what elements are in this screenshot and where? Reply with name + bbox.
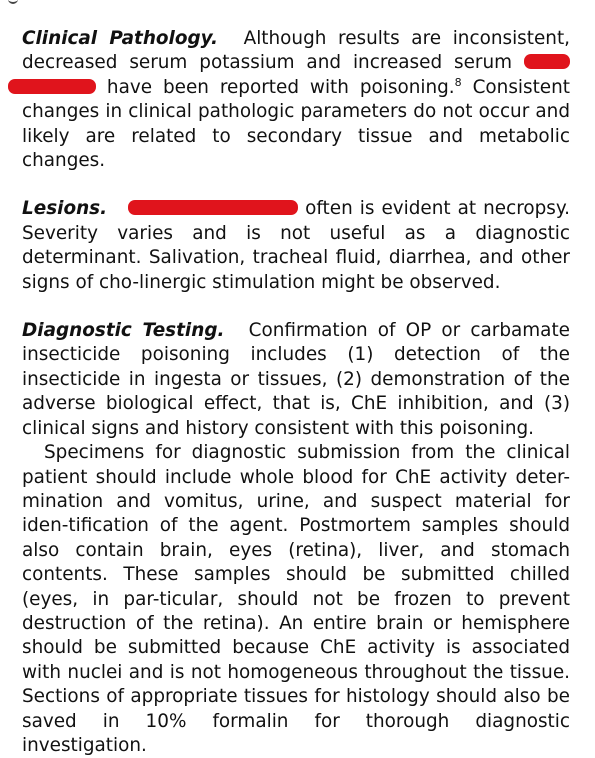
redaction-mark-2 — [8, 79, 96, 94]
clinical-pathology-paragraph — [22, 27, 570, 173]
diagnostic-testing-text-1: Confirmation of OP or carbamate insecticide poisoning includes (1) detection of the insecticide in ingesta or tissues, (2) demonstration of the adverse biological effect, that is, ChE inhibition, and (3) clinical signs and history consistent with this poisoning. — [22, 320, 570, 439]
redaction-mark-1 — [524, 54, 570, 69]
diagnostic-testing-paragraph — [22, 319, 570, 441]
document-body — [22, 27, 570, 758]
clinical-pathology-text-2: have been reported with poisoning. — [106, 76, 455, 98]
page-edge-mark — [8, 0, 18, 4]
lesions-paragraph — [22, 197, 570, 295]
diagnostic-testing-heading: Diagnostic Testing. — [22, 320, 225, 342]
clinical-pathology-text-1: Although results are inconsistent, decreased serum potassium and increased serum — [22, 28, 570, 74]
section-gap — [22, 173, 570, 197]
clinical-pathology-text-3: Consistent changes in clinical pathologic parameters do not occur and likely are related to secondary tissue and metabolic changes. — [22, 76, 570, 172]
clinical-pathology-heading: Clinical Pathology. — [22, 28, 218, 49]
footnote-marker: 8 — [454, 75, 462, 89]
redaction-mark-3 — [128, 200, 298, 215]
lesions-text: often is evident at necropsy. Severity varies and is not useful as a diagnostic determinant. Salivation, tracheal fluid, diarrhea, and other signs of cho-linergic stimulation might be observed. — [22, 198, 570, 293]
lesions-heading: Lesions. — [22, 198, 108, 220]
specimens-paragraph: Specimens for diagnostic submission from the clinical patient should include whole blood for ChE activity deter-mination and vomitus, urine, and suspect material for iden-tification of the agent. Postmortem samples should also contain brain, eyes (retina), liver, and stomach contents. These samples should be submitted chilled (eyes, in par-ticular, should not be frozen to prevent destruction of the retina). An entire brain or hemisphere should be submitted because ChE activity is associated with nuclei and is not homogeneous throughout the tissue. Sections of appropriate tissues for histology should also be saved in 10% formalin for thorough diagnostic investigation. — [22, 442, 570, 756]
section-gap — [22, 295, 570, 319]
